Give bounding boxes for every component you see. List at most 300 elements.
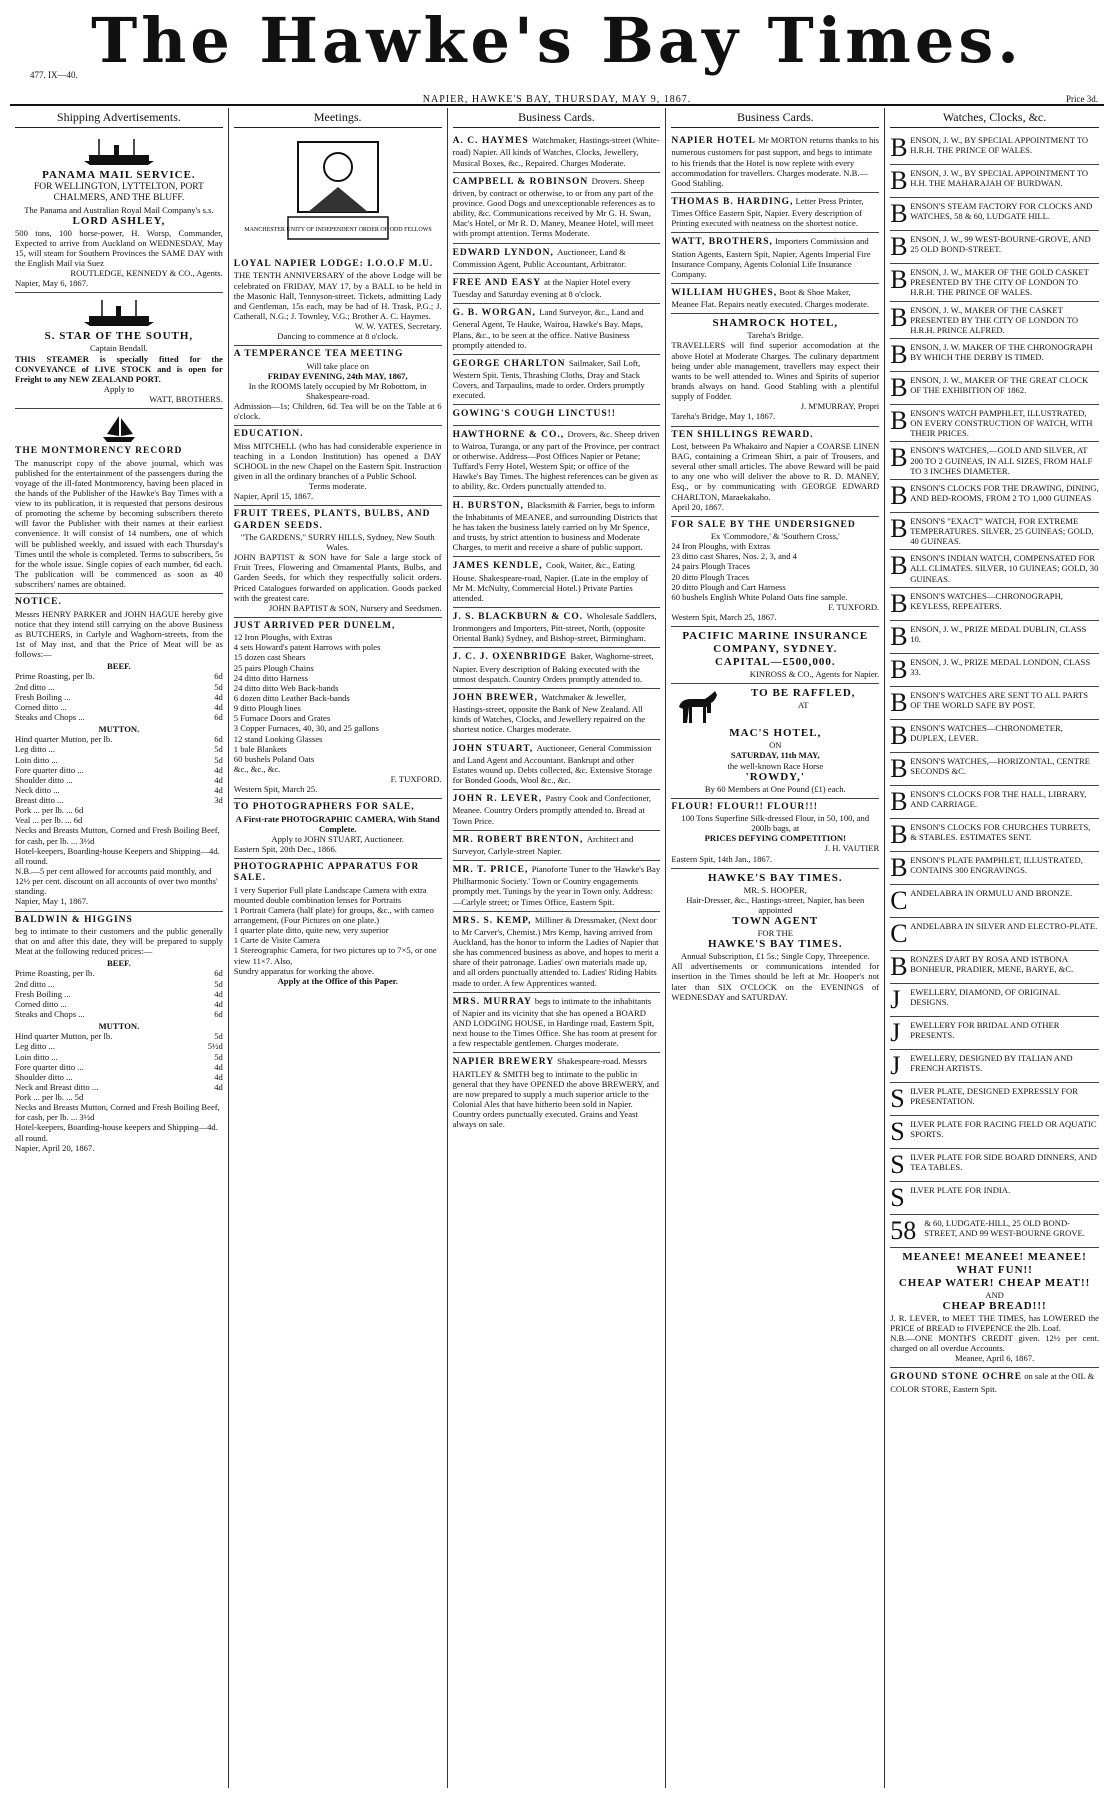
price-row (15, 968, 223, 978)
price-item: Breast ditto ... (15, 795, 64, 806)
card-title: G. B. WORGAN, (452, 308, 540, 319)
benson-ad (890, 654, 1099, 687)
benson-ad (890, 852, 1099, 885)
ad-text: ENSON'S "EXACT" WATCH, FOR EXTREME TEMPERATURES. SILVER, 25 GUINEAS; GOLD, 40 GUINEAS. (910, 515, 1094, 547)
jewellery-ad (890, 1050, 1099, 1083)
price-row (15, 744, 223, 754)
date: Napier, April 15, 1867. (233, 491, 314, 502)
business-card (453, 790, 661, 830)
list-item: 9 ditto Plough lines (233, 703, 301, 714)
initial-letter: S (890, 1182, 905, 1212)
role: TOWN AGENT (732, 915, 819, 928)
ad-text: ENSON'S WATCH PAMPHLET, ILLUSTRATED, ON EVERY CONSTRUCTION OF WATCH, WITH THEIR PRICES. (910, 408, 1093, 439)
list-item: Sundry apparatus for working the above. (233, 965, 375, 976)
price-value: 5d (214, 1031, 223, 1042)
column-business-2 (666, 108, 885, 1788)
price-item: Steaks and Chops ... (15, 711, 85, 722)
harding-ad (671, 193, 879, 233)
apparatus-ad (234, 859, 442, 990)
card-body: Blacksmith & Farrier, begs to inform the Inhabitants of MEANEE, and surrounding Districts that he has taken the business lately carried on by Mr Spence, and trusts, by strict attention to business and Moderate Charges, to merit and receive a share of public support. (452, 499, 658, 553)
card-body: Wholesale Saddlers, Ironmongers and Importers, Pitt-street, North, (opposite Oriental Bank) Sydney, and Bishop-street, Birmingham. (452, 610, 657, 644)
ad-text: ENSON, J. W., MAKER OF THE GREAT CLOCK OF THE EXHIBITION OF 1862. (910, 375, 1089, 396)
jewellery-ad (890, 1083, 1099, 1116)
ad-text: ENSON'S WATCHES,—HORIZONTAL, CENTRE SECONDS &C. (910, 755, 1090, 776)
card-title: JAMES KENDLE, (452, 561, 547, 572)
card-body: Auctioneer, Land & Commission Agent, Public Accountant, Arbitrator. (452, 246, 627, 269)
ad-title: FRUIT TREES, PLANTS, BULBS, AND GARDEN SEEDS. (233, 509, 431, 531)
price-item: Leg ditto ... (15, 1041, 55, 1052)
price-row (15, 775, 223, 785)
initial-letter: B (890, 302, 908, 332)
items (234, 632, 442, 774)
ad-text: ILVER PLATE FOR RACING FIELD OR AQUATIC SPORTS. (910, 1118, 1097, 1139)
pork: Pork ... per lb. ... 6d (15, 805, 84, 816)
body: Messrs HENRY PARKER and JOHN HAGUE hereby give notice that they intend still carrying on the above Business as BUTCHERS, in Carlyle and Waghorn-streets, from the 1st of May inst, and that the Price of Meat will be as follows:— (15, 608, 223, 660)
photographers-ad (234, 799, 442, 859)
date: Napier, April 20, 1867. (15, 1142, 95, 1153)
horse-name: 'ROWDY,' (745, 770, 805, 783)
price-row (15, 1062, 223, 1072)
butchers-notice (15, 594, 223, 911)
top-rule (10, 104, 1104, 106)
list-item: &c., &c., &c. (233, 764, 281, 774)
jewellery-ad (890, 1017, 1099, 1050)
benson-list (890, 132, 1099, 885)
initial-letter: B (890, 852, 908, 882)
card-body: Shakespeare-road. Messrs HARTLEY & SMITH beg to intimate to the public in general that they have OPENED the above BREWERY, and are now prepared to supply a much superior article to the Colonial Ales that have hitherto been sold in Napier. Country orders punctually executed. Grains and Yeast always on sale. (452, 1056, 659, 1130)
card-title: J. S. BLACKBURN & CO. (452, 611, 587, 622)
initial-letter: B (890, 480, 908, 510)
card-title: JOHN R. LEVER, (452, 794, 546, 805)
price-value: 6d (214, 968, 223, 979)
ad-text: ENSON, J. W., PRIZE MEDAL DUBLIN, CLASS 10. (910, 623, 1087, 644)
ad-text: ANDELABRA IN SILVER AND ELECTRO-PLATE. (910, 920, 1098, 931)
price-value: 5d (214, 978, 223, 989)
ad-text: ENSON'S CLOCKS FOR CHURCHES TURRETS, & STABLES. ESTIMATES SENT. (910, 821, 1091, 842)
apply: Apply at the Office of this Paper. (277, 975, 398, 986)
ad-title: GROUND STONE OCHRE (890, 1372, 1023, 1383)
card-title: MRS. S. KEMP, (452, 915, 535, 926)
ad-text: ANDELABRA IN ORMULU AND BRONZE. (910, 887, 1073, 898)
ad-text: ENSON'S CLOCKS FOR THE HALL, LIBRARY, AND CARRIAGE. (910, 788, 1087, 809)
initial-letter: B (890, 687, 908, 717)
business-card (453, 173, 661, 244)
price-value: 4d (214, 691, 223, 702)
column-heading: Watches, Clocks, &c. (890, 108, 1099, 128)
sailing-ship-icon (99, 414, 139, 444)
initial-letter: B (890, 133, 908, 163)
business-card (453, 861, 661, 912)
ad-title: PANAMA MAIL SERVICE. (42, 169, 196, 182)
place: MAC'S HOTEL, (729, 727, 822, 740)
card-title: JOHN STUART, (452, 743, 537, 754)
benson-ad (890, 720, 1099, 753)
list-item: 24 ditto ditto Harness (233, 672, 309, 683)
price-row (15, 734, 223, 744)
price-value: 4d (214, 764, 223, 775)
initial-letter: S (890, 1149, 905, 1179)
initial-letter: B (890, 621, 908, 651)
body2: In the ROOMS lately occupied by Mr Robottom, in Shakespeare-road. (248, 380, 427, 401)
initial-letter: B (890, 513, 908, 543)
price-row (15, 1041, 223, 1051)
price-value: 4d (214, 1071, 223, 1082)
card-title: J. C. J. OXENBRIDGE (452, 652, 571, 663)
card-body: Architect and Surveyor, Carlyle-street Napier. (452, 833, 634, 856)
date: Meanee, April 6, 1867. (954, 1353, 1035, 1364)
initial-letter: C (890, 885, 908, 915)
ad-text: EWELLERY FOR BRIDAL AND OTHER PRESENTS. (910, 1019, 1060, 1040)
price-row (15, 1072, 223, 1082)
card-title: GEORGE CHARLTON (452, 358, 569, 369)
price-item: Fore quarter ditto ... (15, 1061, 84, 1072)
benson-ad (890, 550, 1099, 587)
price-row (15, 1031, 223, 1041)
dateline: NAPIER, HAWKE'S BAY, THURSDAY, MAY 9, 1867. (422, 94, 692, 105)
business-card (453, 831, 661, 861)
ad-title: PACIFIC MARINE INSURANCE COMPANY, SYDNEY. (682, 630, 869, 656)
ad-text: ILVER PLATE FOR SIDE BOARD DINNERS, AND TEA TABLES. (910, 1151, 1097, 1172)
column-heading: Meetings. (234, 108, 442, 128)
ad-text: RONZES D'ART BY ROSA AND ISTBONA BONHEUR, PRADIER, MENE, BARYE, &C. (910, 953, 1074, 974)
list-item: 1 very Superior Full plate Landscape Camera with extra mounted double combination lenses for Portraits (233, 884, 427, 905)
business-card (453, 648, 661, 688)
initial-letter: B (890, 373, 908, 402)
necks: Necks and Breasts Mutton, Corned and Fresh Boiling Beef, for cash, per lb. ... 3½d (15, 1102, 220, 1123)
list-item: 20 ditto Plough Traces (671, 571, 749, 582)
price-value: 3d (214, 795, 223, 806)
price-row (15, 712, 223, 722)
price-item: Shoulder ditto ... (15, 1071, 73, 1082)
jewellery-ad (890, 918, 1099, 951)
sub: Tareha's Bridge. (747, 330, 804, 341)
initial-letter: B (890, 753, 908, 783)
card-title: A. C. HAYMES (452, 136, 533, 147)
price-row (15, 692, 223, 702)
card-title: NAPIER BREWERY (452, 1057, 558, 1068)
baldwin-ad (15, 912, 223, 1157)
ochre-ad (890, 1368, 1099, 1397)
date: Eastern Spit, 20th Dec., 1866. (233, 844, 337, 855)
newspaper-title: The Hawke's Bay Times. (91, 4, 1023, 77)
steamship-icon (84, 298, 154, 328)
price-row (15, 1082, 223, 1092)
sign: J. H. VAUTIER (824, 843, 880, 854)
price-row (15, 979, 223, 989)
beef-list (15, 671, 223, 722)
price-item: Loin ditto ... (15, 754, 58, 765)
price-value: 4d (214, 774, 223, 785)
benson-ad (890, 480, 1099, 513)
ad-text: ENSON'S STEAM FACTORY FOR CLOCKS AND WATCHES, 58 & 60, LUDGATE HILL. (910, 201, 1093, 222)
capital: CAPITAL—£500,000. (714, 656, 836, 669)
price-row (15, 989, 223, 999)
list-item: 4 sets Howard's patent Harrows with poles (233, 642, 381, 653)
notice: All advertisements or communications intended for insertion in the Times should be left at Mr. Hooper's not later than SIX O'CLOCK on the EVENINGS of WEDNESDAY and SATURDAY. (671, 961, 880, 1002)
apply: Apply to (103, 384, 135, 395)
business-card (453, 405, 661, 425)
benson-ad (890, 753, 1099, 786)
bread: CHEAP BREAD!!! (942, 1299, 1047, 1312)
body: Hair-Dresser, &c., Hastings-street, Napier, has been appointed (686, 894, 865, 915)
card-body: Sailmaker, Sail Loft, Western Spit. Tents, Thrashing Cloths, Dray and Stack Covers, and Tarpaulins, made to order. Orders promptly executed. (452, 357, 645, 401)
card-body: Cook, Waiter, &c., Eating House. Shakespeare-road, Napier. (Late in the employ of Mr M. McNulty, Commercial Hotel.) Private Parties attended. (452, 560, 649, 603)
body: Lost, between Pa Whakairo and Napier a COARSE LINEN BAG, containing a Crimean Shirt, a pair of Trousers, and several other small articles. The above Reward will be paid to any one who will deliver the above to R. D. MANEY, Esq., or by communicating with GEORGE EDWARD CHARLTON, Maraekakaho. (671, 440, 880, 502)
ad-text: ENSON'S WATCHES,—GOLD AND SILVER, AT 200 TO 2 GUINEAS, IN ALL SIZES, FROM HALF TO 3 INCHES DIAMETER. (910, 445, 1093, 476)
benson-ad (890, 339, 1099, 372)
ad-text: ENSON, J. W. MAKER OF THE CHRONOGRAPH BY WHICH THE DERBY IS TIMED. (910, 342, 1093, 363)
benson-ad (890, 132, 1099, 165)
sign: JOHN BAPTIST & SON, Nursery and Seedsmen. (268, 602, 442, 613)
benson-ad (890, 302, 1099, 339)
price-item: Neck and Breast ditto ... (15, 1081, 99, 1092)
price-item: Prime Roasting, per lb. (15, 968, 95, 979)
jewellery-ad (890, 1215, 1099, 1248)
column-heading: Business Cards. (671, 108, 879, 128)
card-title: MR. T. PRICE, (452, 865, 532, 876)
price-row (15, 702, 223, 712)
list-item: 1 bale Blankets (233, 743, 287, 754)
ad-title: BALDWIN & HIGGINS (15, 914, 133, 925)
business-card (453, 557, 661, 608)
body: THIS STEAMER is specially fitted for the CONVEYANCE of LIVE STOCK and is open for Freight to any NEW ZEALAND PORT. (15, 353, 223, 384)
card-title: H. BURSTON, (452, 500, 528, 511)
ad-text: ENSON'S WATCHES ARE SENT TO ALL PARTS OF THE WORLD SAFE BY POST. (910, 689, 1089, 710)
items (234, 885, 442, 976)
price-row (15, 1052, 223, 1062)
initial-letter: B (890, 166, 908, 196)
ad-title: LOYAL NAPIER LODGE: I.O.O.F M.U. (233, 259, 434, 270)
column-meetings (229, 108, 448, 1788)
business-card (453, 274, 661, 304)
horse-icon (671, 687, 721, 727)
price-value: 4d (214, 1061, 223, 1072)
prices: PRICES DEFYING COMPETITION! (704, 833, 846, 844)
price-value: 5d (214, 754, 223, 765)
initial-letter: B (890, 951, 908, 981)
ad-text: EWELLERY, DESIGNED BY ITALIAN AND FRENCH ARTISTS. (910, 1052, 1073, 1073)
list-item: 12 stand Looking Glasses (233, 733, 323, 744)
emblem-text: MANCHESTER UNITY OF INDEPENDENT ORDER OF ODD FELLOWS (243, 227, 432, 234)
date: FRIDAY EVENING, 24th MAY, 1867, (267, 370, 408, 381)
card-body: Baker, Waghorne-street, Napier. Every description of Baking executed with the utmost despatch. Country Orders promptly attended to. (452, 651, 654, 684)
montmorency-ad (15, 409, 223, 594)
list-item: 20 ditto Plough and Cart Harness (671, 581, 786, 592)
list-item: 24 pairs Plough Traces (671, 561, 750, 572)
shamrock-ad (671, 314, 879, 426)
card-body: Milliner & Dressmaker, (Next door to Mr Carver's, Chemist.) Mrs Kemp, having arrived from Auckland, has the honor to inform the Ladies of Napier that she has commenced business as above, and hopes to merit a share of their patronage. Ladies' own materials made up, and all orders punctually attended to. Ladies' Riding Habits made to order. A few Apprentices wanted. (452, 914, 659, 988)
ad-title: FLOUR! FLOUR!! FLOUR!!! (671, 801, 818, 812)
list-item: 25 pairs Plough Chains (233, 662, 314, 673)
card-body: Land Surveyor, &c., Land and General Agent, Te Hauke, Wairoa, Hawke's Bay. Maps, Plans, &c., to be seen at the office. Native Business promptly attended to. (452, 307, 644, 350)
initial-letter: C (890, 918, 908, 948)
price-value: 4d (214, 1081, 223, 1092)
steamship-icon (84, 137, 154, 167)
ad-title: EDUCATION. (233, 429, 304, 440)
details: 500 tons, 100 horse-power, H. Worsp, Commander, Expected to arrive from Auckland on WEDNESDAY, May 15, will steam for Southern Provinces the SAME DAY with the English Mail via Suez (15, 227, 223, 269)
sub: Annual Subscription, £1 5s.; Single Copy, Threepence. (680, 951, 870, 962)
price-value: 6d (214, 671, 223, 682)
ad-title: MEANEE! MEANEE! MEANEE! (902, 1250, 1087, 1263)
card-body: at the Napier Hotel every Tuesday and Saturday evening at 8 o'clock. (452, 276, 631, 300)
meanee-ad (890, 1248, 1099, 1369)
price-item: Corned ditto ... (15, 701, 67, 712)
horse-text: the well-known Race Horse (727, 760, 824, 771)
sub: Ex 'Commodore,' & 'Southern Cross,' (710, 531, 840, 541)
body: beg to intimate to their customers and the public generally that on and after this date, they will be prepared to supply Meat at the following reduced prices:— (15, 925, 223, 957)
benson-ad (890, 405, 1099, 442)
tea-ad (234, 346, 442, 426)
initial-letter: B (890, 819, 908, 849)
ad-text: ILVER PLATE, DESIGNED EXPRESSLY FOR PRESENTATION. (910, 1085, 1078, 1106)
admission: Admission—1s; Children, 6d. Tea will be on the Table at 6 o'clock. (233, 401, 442, 422)
price-row (15, 682, 223, 692)
price-item: Fresh Boiling ... (15, 691, 71, 702)
body: TRAVELLERS will find superior accomodation at the above Hotel at Moderate Charges. The culinary department being under able management, travellers may expect their wants to be well attended to. Wines and Spirits of superior brands always on hand. Good Stabling with a plentiful supply of Fodder. (671, 340, 880, 402)
initial-letter: B (890, 199, 908, 229)
apply: Apply to JOHN STUART, Auctioneer. (271, 833, 404, 844)
necks: Necks and Breasts Mutton, Corned and Fresh Boiling Beef, for cash, per lb. ... 3½d (15, 825, 220, 846)
business-card (453, 608, 661, 648)
price-value: 5d (214, 681, 223, 692)
route: FOR WELLINGTON, LYTTELTON, PORT CHALMERS, AND THE BLUFF. (33, 182, 204, 204)
price-value: 6d (214, 734, 223, 745)
by: By 60 Members at One Pound (£1) each. (704, 783, 846, 794)
benson-ad (890, 198, 1099, 231)
price-row (15, 795, 223, 805)
jewellery-ad (890, 1116, 1099, 1149)
benson-ad (890, 819, 1099, 852)
jewellery-ad (890, 1182, 1099, 1215)
oddfellows-emblem-icon (243, 132, 432, 252)
for: FOR THE (757, 928, 793, 939)
price-value: 4d (214, 998, 223, 1009)
list-item: 5 Furnace Doors and Grates (233, 713, 331, 724)
body: Importers Commission and Station Agents, Eastern Spit, Napier, Agents Imperial Fire Insurance Company, Agents Colonial Life Insurance Company. (671, 236, 871, 279)
cheap: CHEAP WATER! CHEAP MEAT!! (898, 1276, 1091, 1289)
ad-title: A TEMPERANCE TEA MEETING (233, 349, 404, 360)
price-row (15, 999, 223, 1009)
price-item: Neck ditto ... (15, 784, 60, 795)
napier-hotel-ad (671, 132, 879, 193)
business-card (453, 497, 661, 558)
price-row (15, 1009, 223, 1019)
jewellery-ad (890, 1149, 1099, 1182)
pacific-ad (671, 627, 879, 684)
column-business-1 (448, 108, 667, 1788)
hbt-agent-ad (671, 869, 879, 1006)
initial-letter: S (890, 1083, 905, 1113)
price-row (15, 785, 223, 795)
card-body: begs to intimate to the inhabitants of Napier and its vicinity that she has opened a BOARD AND LODGING HOUSE, in Hardinge road, Eastern Spit, next house to the Times Office. She has room at present for a few respectable gentlemen. Charges moderate. (452, 995, 657, 1049)
business-cards (453, 132, 661, 1133)
column-heading: Shipping Advertisements. (15, 108, 223, 128)
card-title: MR. ROBERT BRENTON, (452, 834, 587, 845)
on: ON (769, 740, 782, 751)
body: A First-rate PHOTOGRAPHIC CAMERA, With Stand Complete. (235, 813, 440, 834)
date: Napier, May 1, 1867. (15, 896, 89, 907)
agent: WATT, BROTHERS. (149, 394, 223, 405)
other-list (890, 885, 1099, 1248)
veal: Veal ... per lb. ... 6d (15, 815, 83, 826)
initial-letter: B (890, 406, 908, 435)
card-body: Watchmaker & Jeweller, Hastings-street, opposite the Bank of New Zealand. All kinds of Watches, Clocks, and Jewellery repaired on the shortest notice. Charges moderate. (452, 691, 646, 735)
benson-ad (890, 513, 1099, 550)
card-title: CAMPBELL & ROBINSON (452, 176, 592, 187)
price-item: Corned ditto ... (15, 998, 67, 1009)
jewellery-ad (890, 951, 1099, 984)
body: Miss MITCHELL (who has had considerable experience in teaching in a London Institution) has opened a DAY SCHOOL in the new Chapel on the Eastern Spit. Instruction given in all the ordinary branches of a Public School. (233, 440, 442, 482)
sign: F. TUXFORD. (828, 601, 880, 612)
benson-ad (890, 687, 1099, 720)
card-body: Pastry Cook and Confectioner, Meanee. Country Orders promptly attended to. Bread at Town Price. (452, 793, 652, 826)
body: The manuscript copy of the above journal, which was published for the entertainment of the passengers during the voyage of the ill-fated Montmorency, having been placed in the hands of the Publisher of the Hawke's Bay Times with a view to its publication, it is requested that persons desirous of promoting the scheme by becoming subscribers thereto will favor the Publisher with their names at their earliest convenience. It will consist of 14 numbers, one of which will be published weekly, and issued with each Thursday's Times until the whole is completed. Terms to subscribers, 5s for the whole issue. Single copies of each number, 6d each. The publication will be commenced as soon as 40 subscribers' names are obtained. (15, 457, 223, 590)
ad-title: S. STAR OF THE SOUTH, (44, 330, 194, 343)
price-value: 5d (214, 744, 223, 755)
price-row (15, 671, 223, 681)
initial-letter: 58 (890, 1215, 917, 1245)
body: 100 Tons Superfine Silk-dressed Flour, in 50, 100, and 200lb bags, at (681, 813, 870, 834)
price-value: 4d (214, 988, 223, 999)
business-card (453, 689, 661, 740)
card-title: JOHN BREWER, (452, 692, 542, 703)
ad-text: ENSON, J. W., 99 WEST-BOURNE-GROVE, AND 25 OLD BOND-STREET. (910, 234, 1091, 255)
price-item: Leg ditto ... (15, 744, 55, 755)
hotel: Hotel-keepers, Boarding-house keepers and Shipping—4d. all round. (15, 1122, 218, 1143)
date: SATURDAY, 11th MAY, (730, 750, 820, 761)
sign: J. M'MURRAY, Propri (800, 401, 880, 412)
ad-text: ENSON'S PLATE PAMPHLET, ILLUSTRATED, CONTAINS 300 ENGRAVINGS. (910, 854, 1083, 875)
price-value: 4d (214, 701, 223, 712)
card-title: GOWING'S COUGH LINCTUS!! (452, 409, 616, 420)
pork: Pork ... per lb. ... 5d (15, 1092, 84, 1103)
list-item: 1 Stereographic Camera, for two pictures up to 7×5, or one view 11×7. Also, (233, 945, 437, 966)
initial-letter: B (890, 443, 908, 473)
ad-title: NOTICE. (15, 597, 62, 608)
mutton-heading: MUTTON. (98, 1021, 140, 1032)
card-body: Auctioneer, General Commission and Land Agent and Accountant. Bankrupt and other Estates wound up. Debts collected, &c. Extensive Storage for Bonded Goods, Wool &c., &c. (452, 742, 653, 786)
ad-text: ENSON, J. W., PRIZE MEDAL LONDON, CLASS 33. (910, 656, 1091, 677)
ad-text: ENSON, J. W., MAKER OF THE GOLD CASKET PRESENTED BY THE CITY OF LONDON TO H.R.H. THE PRINCE OF WALES. (910, 267, 1089, 298)
ad-text: ENSON, J. W., BY SPECIAL APPOINTMENT TO H.H. THE MAHARAJAH OF BURDWAN. (910, 168, 1089, 189)
date: Western Spit, March 25. (233, 784, 318, 795)
raffle-ad (671, 684, 879, 799)
ad-title: TO PHOTOGRAPHERS FOR SALE, (233, 802, 415, 813)
initial-letter: J (890, 1050, 901, 1080)
card-body: Pianoforte Tuner to the 'Hawke's Bay Philharmonic Society.' Town or Country engagements promptly met. Tunings by the year in Town only. Address:—Carlyle street; or Times Office, Eastern Spit. (452, 864, 661, 907)
price-value: 6d (214, 711, 223, 722)
forsale-ad (671, 517, 879, 627)
business-card (453, 993, 661, 1054)
sign: F. TUXFORD. (390, 774, 442, 785)
body: Mr MORTON returns thanks to his numerous customers for past support, and begs to intimate to his friends that the Hotel is now replete with every accommodation for travellers. Charges moderate. N.B.—Good Stabling. (671, 135, 879, 188)
price-item: Shoulder ditto ... (15, 774, 73, 785)
captain: Captain Bendall. (90, 343, 148, 354)
price-item: Loin ditto ... (15, 1051, 58, 1062)
business-card (453, 426, 661, 497)
body: on sale at the OIL & COLOR STORE, Eastern Spit. (890, 1371, 1095, 1394)
list-item: 6 dozen ditto Leather Back-bands (233, 693, 350, 704)
ad-title: NAPIER HOTEL (671, 136, 756, 147)
price-item: Fresh Boiling ... (15, 988, 71, 999)
ad-title: WATT, BROTHERS, (671, 237, 773, 248)
price-item: Hind quarter Mutton, per lb. (15, 734, 113, 745)
price-row (15, 755, 223, 765)
initial-letter: B (890, 265, 908, 295)
initial-letter: B (890, 720, 908, 750)
ad-title: THE MONTMORENCY RECORD (15, 446, 183, 457)
date: April 20, 1867. (671, 501, 724, 512)
